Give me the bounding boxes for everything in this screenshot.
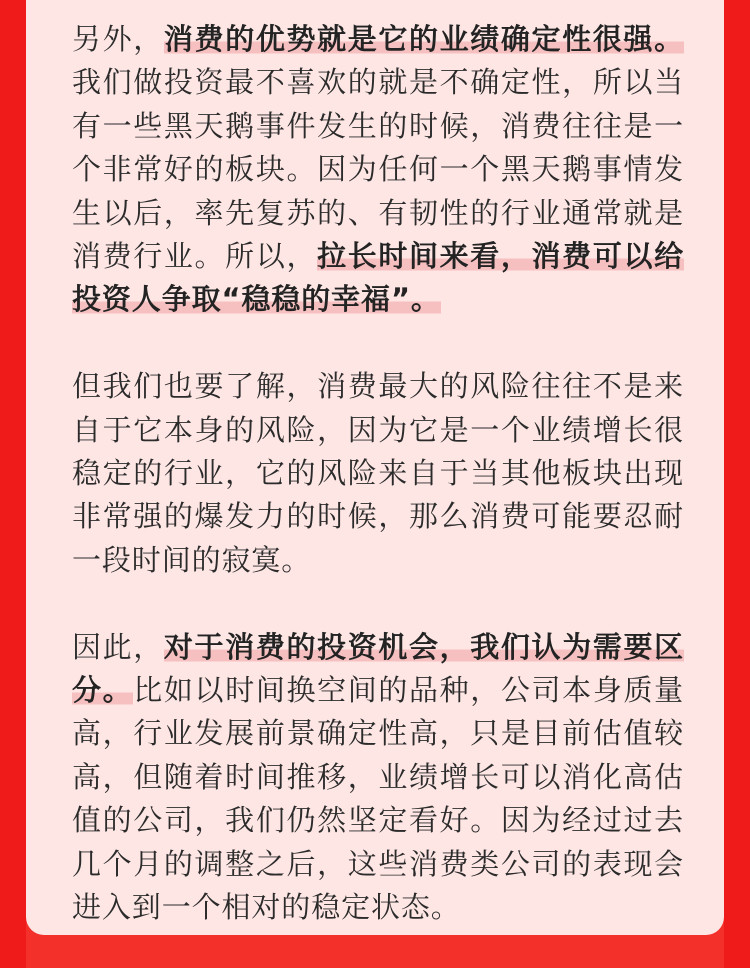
highlight-stable-happiness: 拉长时间来看，消费可以给投资人争取“稳稳的幸福”。 [72,239,684,317]
article-card [26,0,724,935]
highlight-consumption-advantage: 消费的优势就是它的业绩确定性很强。 [163,22,684,56]
article-body [72,18,684,930]
paragraph-3 [72,626,684,930]
highlight-investment-distinction: 对于消费的投资机会，我们认为需要区分。 [72,629,684,708]
paragraph-1 [72,18,684,322]
paragraph-3-lead: 因此， [72,629,164,664]
paragraph-3-body: 比如以时间换空间的品种，公司本身质量高，行业发展前景确定性高，只是目前估值较高，但随着时间推移，业绩增长可以消化高估值的公司，我们仍然坚定看好。因为经过过去几个月的调整之后，这些消费类公司的表现会进入到一个相对的稳定状态。 [72,673,684,925]
paragraph-2: 但我们也要了解，消费最大的风险往往不是来自于它本身的风险，因为它是一个业绩增长很稳定的行业，它的风险来自于当其他板块出现非常强的爆发力的时候，那么消费可能要忍耐一段时间的寂寞。 [72,369,684,577]
paragraph-1-body: 我们做投资最不喜欢的就是不确定性，所以当有一些黑天鹅事件发生的时候，消费往往是一个非常好的板块。因为任何一个黑天鹅事情发生以后，率先复苏的、有韧性的行业通常就是消费行业。所以， [72,65,684,274]
paragraph-1-lead: 另外， [72,22,164,56]
